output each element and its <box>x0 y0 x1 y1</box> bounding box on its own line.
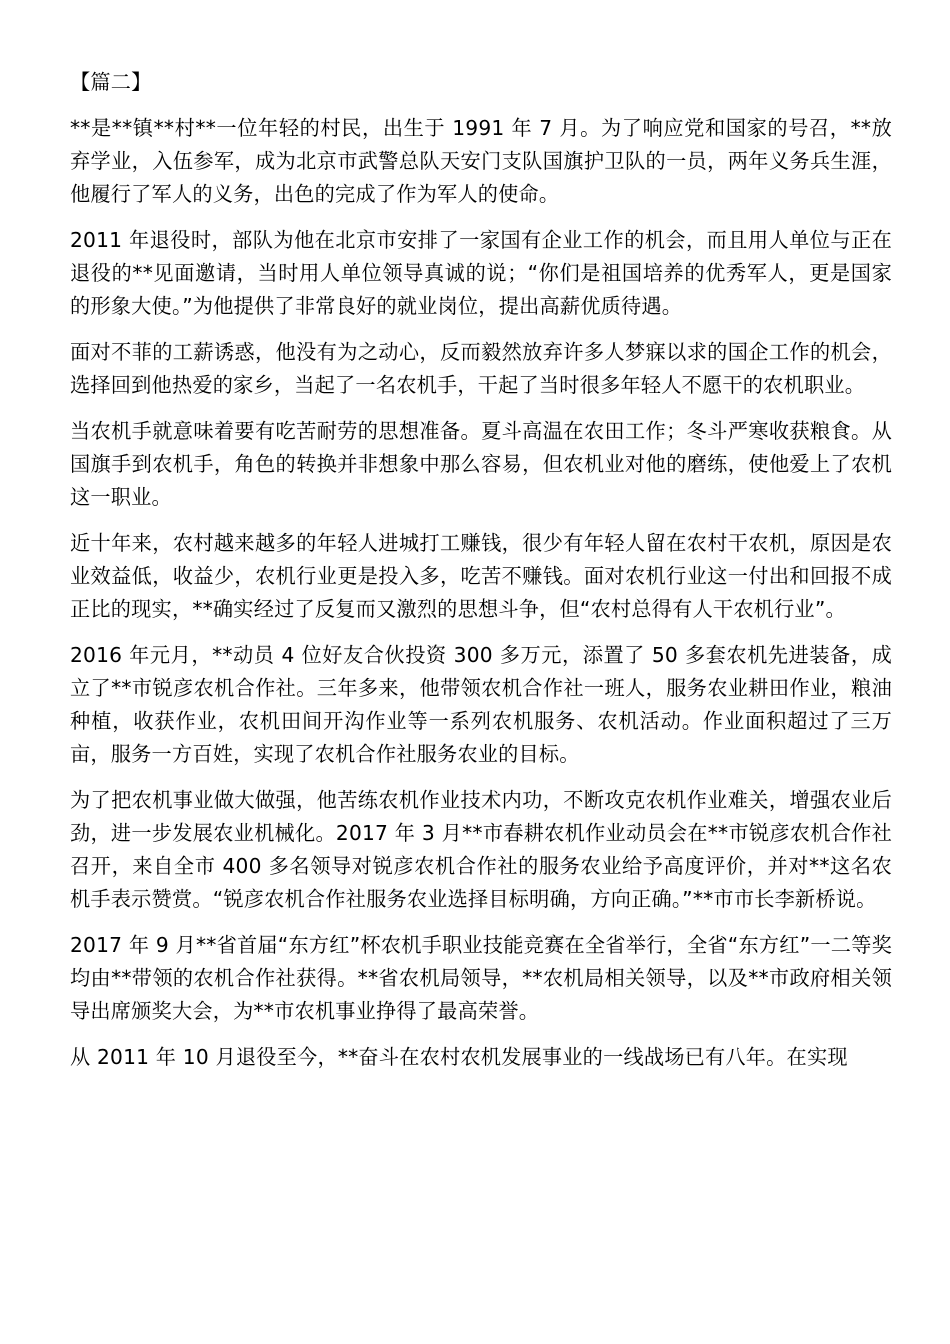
paragraph-3: 面对不菲的工薪诱惑，他没有为之动心，反而毅然放弃许多人梦寐以求的国企工作的机会，选择回到他热爱的家乡，当起了一名农机手，干起了当时很多年轻人不愿干的农机职业。 <box>70 340 892 397</box>
paragraph-1: **是**镇**村**一位年轻的村民，出生于 1991 年 7 月。为了响应党和国家的号召，**放弃学业，入伍参军，成为北京市武警总队天安门支队国旗护卫队的一员，两年义务兵生涯，他履行了军人的义务，出色的完成了作为军人的使命。 <box>70 116 892 206</box>
paragraph-9: 从 2011 年 10 月退役至今，**奋斗在农村农机发展事业的一线战场已有八年。在实现 <box>70 1045 848 1069</box>
paragraph-7: 为了把农机事业做大做强，他苦练农机作业技术内功，不断攻克农机作业难关，增强农业后劲，进一步发展农业机械化。2017 年 3 月**市春耕农机作业动员会在**市锐彦农机合作社召开，来自全市 400 多名领导对锐彦农机合作社的服务农业给予高度评价，并对**这名农机手表示赞赏。“锐彦农机合作社服务农业选择目标明确，方向正确。”**市市长李新桥说。 <box>70 788 892 911</box>
section-heading: 【篇二】 <box>70 70 152 94</box>
paragraph-5: 近十年来，农村越来越多的年轻人进城打工赚钱，很少有年轻人留在农村干农机，原因是农业效益低，收益少，农机行业更是投入多，吃苦不赚钱。面对农机行业这一付出和回报不成正比的现实，**确实经过了反复而又激烈的思想斗争，但“农村总得有人干农机行业”。 <box>70 531 892 621</box>
paragraph-4: 当农机手就意味着要有吃苦耐劳的思想准备。夏斗高温在农田工作；冬斗严寒收获粮食。从国旗手到农机手，角色的转换并非想象中那么容易，但农机业对他的磨练，使他爱上了农机这一职业。 <box>70 419 892 509</box>
document-page <box>70 66 892 1087</box>
paragraph-2: 2011 年退役时，部队为他在北京市安排了一家国有企业工作的机会，而且用人单位与正在退役的**见面邀请，当时用人单位领导真诚的说；“你们是祖国培养的优秀军人，更是国家的形象大使。”为他提供了非常良好的就业岗位，提出高薪优质待遇。 <box>70 228 892 318</box>
paragraph-6: 2016 年元月，**动员 4 位好友合伙投资 300 多万元，添置了 50 多套农机先进装备，成立了**市锐彦农机合作社。三年多来，他带领农机合作社一班人，服务农业耕田作业，粮油种植，收获作业，农机田间开沟作业等一系列农机服务、农机活动。作业面积超过了三万亩，服务一方百姓，实现了农机合作社服务农业的目标。 <box>70 643 892 766</box>
paragraph-8: 2017 年 9 月**省首届“东方红”杯农机手职业技能竞赛在全省举行，全省“东方红”一二等奖均由**带领的农机合作社获得。**省农机局领导，**农机局相关领导，以及**市政府相关领导出席颁奖大会，为**市农机事业挣得了最高荣誉。 <box>70 933 892 1023</box>
